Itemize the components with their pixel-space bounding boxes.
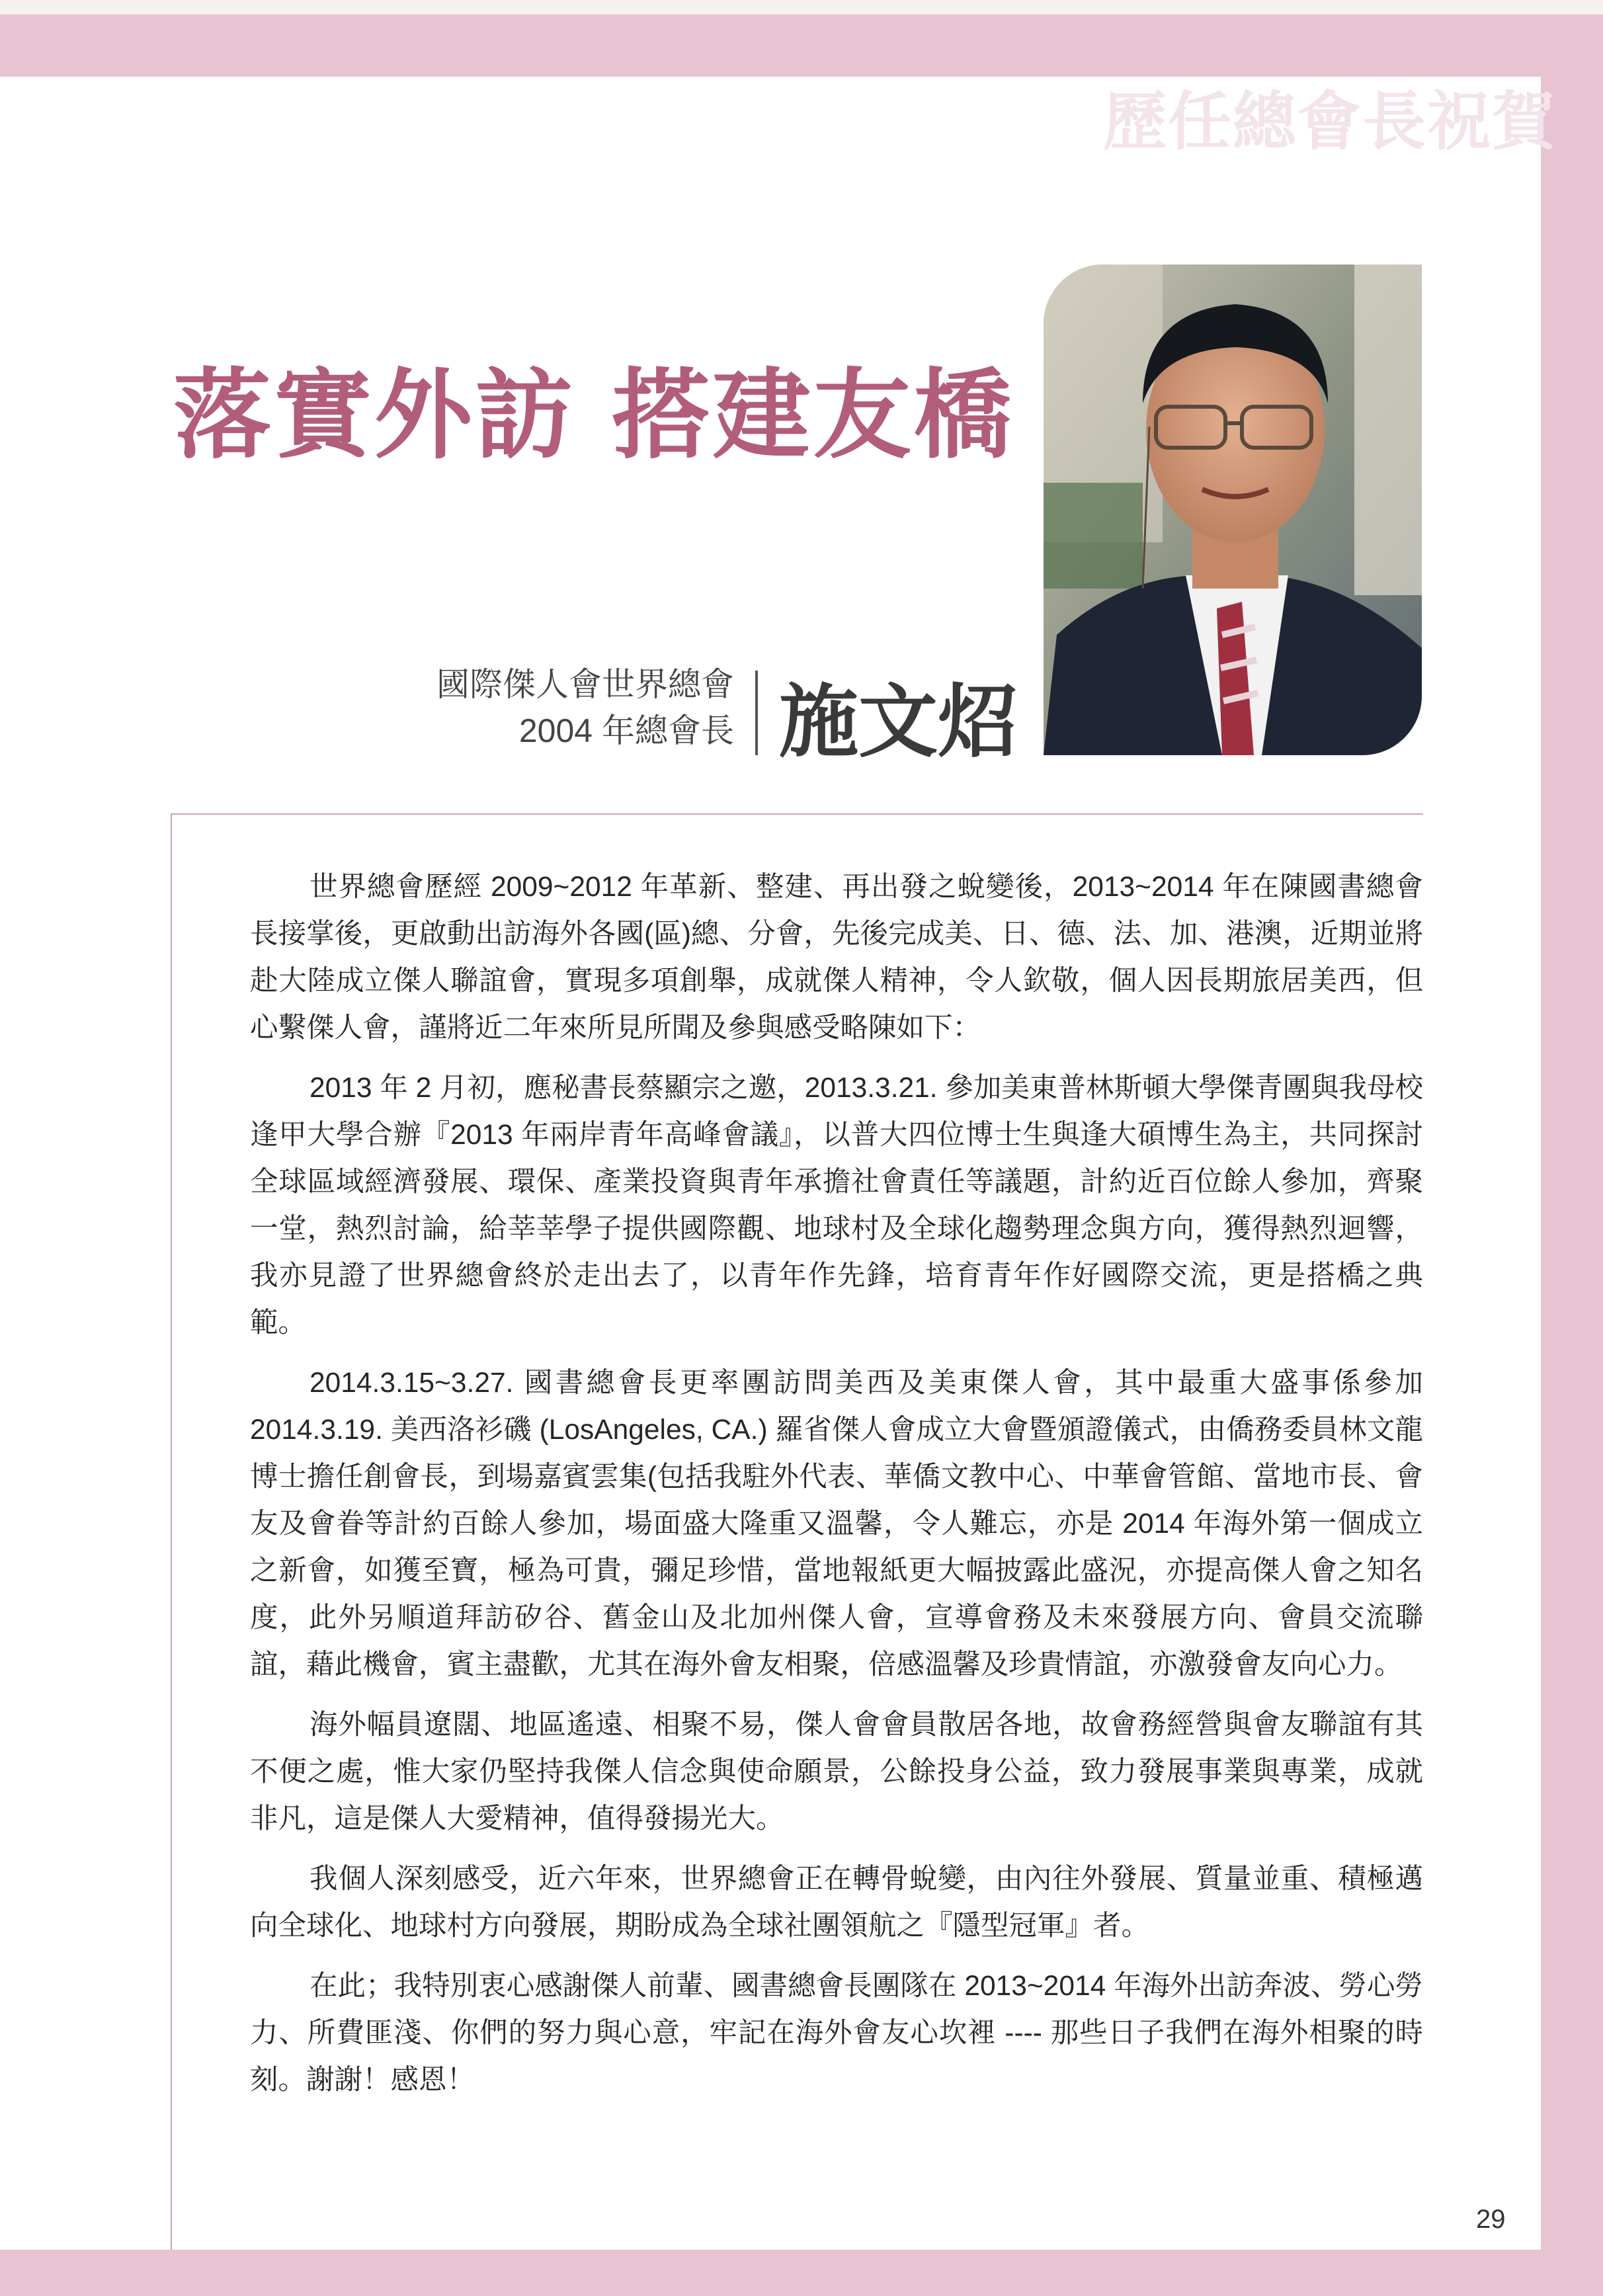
paragraph-1: 世界總會歷經 2009~2012 年革新、整建、再出發之蛻變後，2013~2014 年在陳國書總會長接掌後，更啟動出訪海外各國(區)總、分會，先後完成美、日、德、法、加、港澳，近期並將赴大陸成立傑人聯誼會，實現多項創舉，成就傑人精神，令人欽敬，個人因長期旅居美西，但心繫傑人會，謹將近二年來所見所聞及參與感受略陳如下： xyxy=(250,872,1423,1044)
section-header: 歷任總會長祝賀 xyxy=(1103,84,1557,159)
paragraph-5: 我個人深刻感受，近六年來，世界總會正在轉骨蛻變，由內往外發展、質量並重、積極邁向全球化、地球村方向發展，期盼成為全球社團領航之『隱型冠軍』者。 xyxy=(250,1864,1423,1942)
frame-left-line xyxy=(171,813,172,2250)
frame-top-line xyxy=(171,813,1423,815)
article-title: 落實外訪 搭建友橋 xyxy=(173,357,1014,472)
author-organization: 國際傑人會世界總會 xyxy=(436,666,734,703)
page-number: 29 xyxy=(1476,2205,1506,2234)
author-divider xyxy=(755,671,758,755)
author-affiliation xyxy=(331,661,734,754)
portrait-photo xyxy=(1044,265,1422,755)
author-name: 施文炤 xyxy=(779,675,1017,768)
author-position: 2004 年總會長 xyxy=(518,712,734,749)
paragraph-3: 2014.3.15~3.27. 國書總會長更率團訪問美西及美東傑人會，其中最重大盛事係參加 2014.3.19. 美西洛衫磯 (LosAngeles, CA.) 羅省傑人會成立大會暨頒證儀式，由僑務委員林文龍博士擔任創會長，到場嘉賓雲集(包括我駐外代表、華僑文教中心、中華會管館、當地市長、會友及會眷等計約百餘人參加，場面盛大隆重又溫馨，令人難忘，亦是 2014 年海外第一個成立之新會，如獲至寶，極為可貴，彌足珍惜，當地報紙更大幅披露此盛況，亦提高傑人會之知名度，此外另順道拜訪矽谷、舊金山及北加州傑人會，宣導會務及未來發展方向、會員交流聯誼，藉此機會，賓主盡歡，尤其在海外會友相聚，倍感溫馨及珍貴情誼，亦激發會友向心力。 xyxy=(250,1368,1423,1680)
paragraph-2: 2013 年 2 月初，應秘書長蔡顯宗之邀，2013.3.21. 參加美東普林斯頓大學傑青團與我母校逢甲大學合辦『2013 年兩岸青年高峰會議』，以普大四位博士生與逢大碩博生為主，共同探討全球區域經濟發展、環保、產業投資與青年承擔社會責任等議題，計約近百位餘人參加，齊聚一堂，熱烈討論，給莘莘學子提供國際觀、地球村及全球化趨勢理念與方向，獲得熱烈迴響，我亦見證了世界總會終於走出去了，以青年作先鋒，培育青年作好國際交流，更是搭橋之典範。 xyxy=(250,1073,1423,1338)
article-body xyxy=(250,864,1423,2117)
portrait-illustration xyxy=(1044,265,1422,755)
page-top-edge xyxy=(0,0,1603,15)
paragraph-4: 海外幅員遼闊、地區遙遠、相聚不易，傑人會會員散居各地，故會務經營與會友聯誼有其不便之處，惟大家仍堅持我傑人信念與使命願景，公餘投身公益，致力發展事業與專業，成就非凡，這是傑人大愛精神，值得發揚光大。 xyxy=(250,1709,1423,1834)
paragraph-6: 在此；我特別衷心感謝傑人前輩、國書總會長團隊在 2013~2014 年海外出訪奔波、勞心勞力、所費匪淺、你們的努力與心意，牢記在海外會友心坎裡 ---- 那些日子我們在海外相聚的時刻。謝謝！感恩！ xyxy=(250,1971,1423,2096)
